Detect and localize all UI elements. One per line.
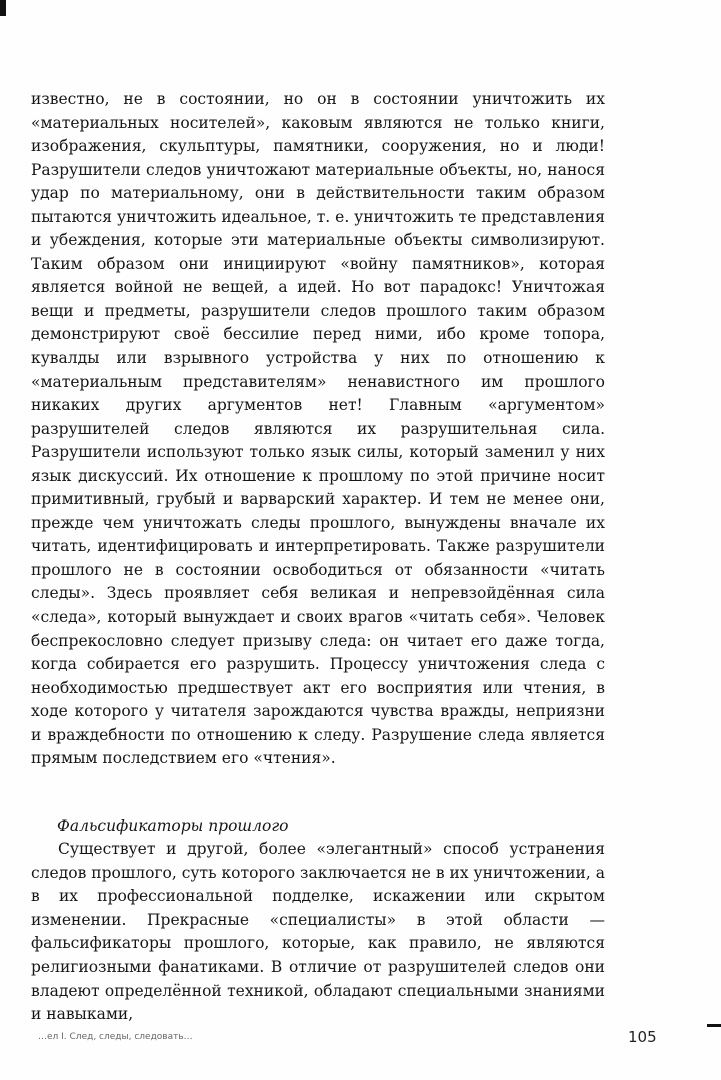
- body-paragraph-2: Существует и другой, более «элегантный» способ устранения следов прошлого, суть которого заключается не в их уничтожении, а в их профессиональной подделке, искажении или скрытом изменении. Прекрасные «специалисты» в этой области — фальсификаторы прошлого, которые, как правило, не являются религиозными фанатиками. В отличие от разрушителей следов они владеют определённой техникой, обладают специальными знаниями и навыками,: [31, 840, 605, 1024]
- page-footer: [0, 1028, 721, 1052]
- body-paragraph-1: известно, не в состоянии, но он в состоянии уничтожить их «материальных носителей», каковым являются не только книги, изображения, скульптуры, памятники, сооружения, но и люди! Разрушители следов уничтожают материальные объекты, но, нанося удар по материальному, они в действительности таким образом пытаются уничтожить идеальное, т. е. уничтожить те представления и убеждения, которые эти материальные объекты символизируют. Таким образом они инициируют «войну памятников», которая является войной не вещей, а идей. Но вот парадокс! Уничтожая вещи и предметы, разрушители следов прошлого таким образом демонстрируют своё бессилие перед ними, ибо кроме топора, кувалды или взрывного устройства у них по отношению к «материальным представителям» ненавистного им прошлого никаких других аргументов нет! Главным «аргументом» разрушителей следов являются их разрушительная сила. Разрушители используют только язык силы, который заменил у них язык дискуссий. Их отношение к прошлому по этой причине носит примитивный, грубый и варварский характер. И тем не менее они, прежде чем уничтожать следы прошлого, вынуждены вначале их читать, идентифицировать и интерпретировать. Также разрушители прошлого не в состоянии освободиться от обязанности «читать следы». Здесь проявляет себя великая и непревзойдённая сила «следа», который вынуждает и своих врагов «читать себя». Человек беспрекословно следует призыву следа: он читает его даже тогда, когда собирается его разрушить. Процессу уничтожения следа с необходимостью предшествует акт его восприятия или чтения, в ходе которого у читателя зарождаются чувства вражды, неприязни и враждебности по отношению к следу. Разрушение следа является прямым последствием его «чтения».: [31, 90, 605, 768]
- page-number: 105: [628, 1028, 657, 1046]
- crop-mark-top: [0, 0, 6, 16]
- crop-mark-bottom: [707, 1024, 721, 1027]
- main-text-block: [31, 88, 605, 771]
- second-text-block: [31, 838, 605, 1027]
- running-footer-title: …ел I. След, следы, следовать…: [38, 1032, 193, 1042]
- section-heading: Фальсификаторы прошлого: [57, 817, 289, 835]
